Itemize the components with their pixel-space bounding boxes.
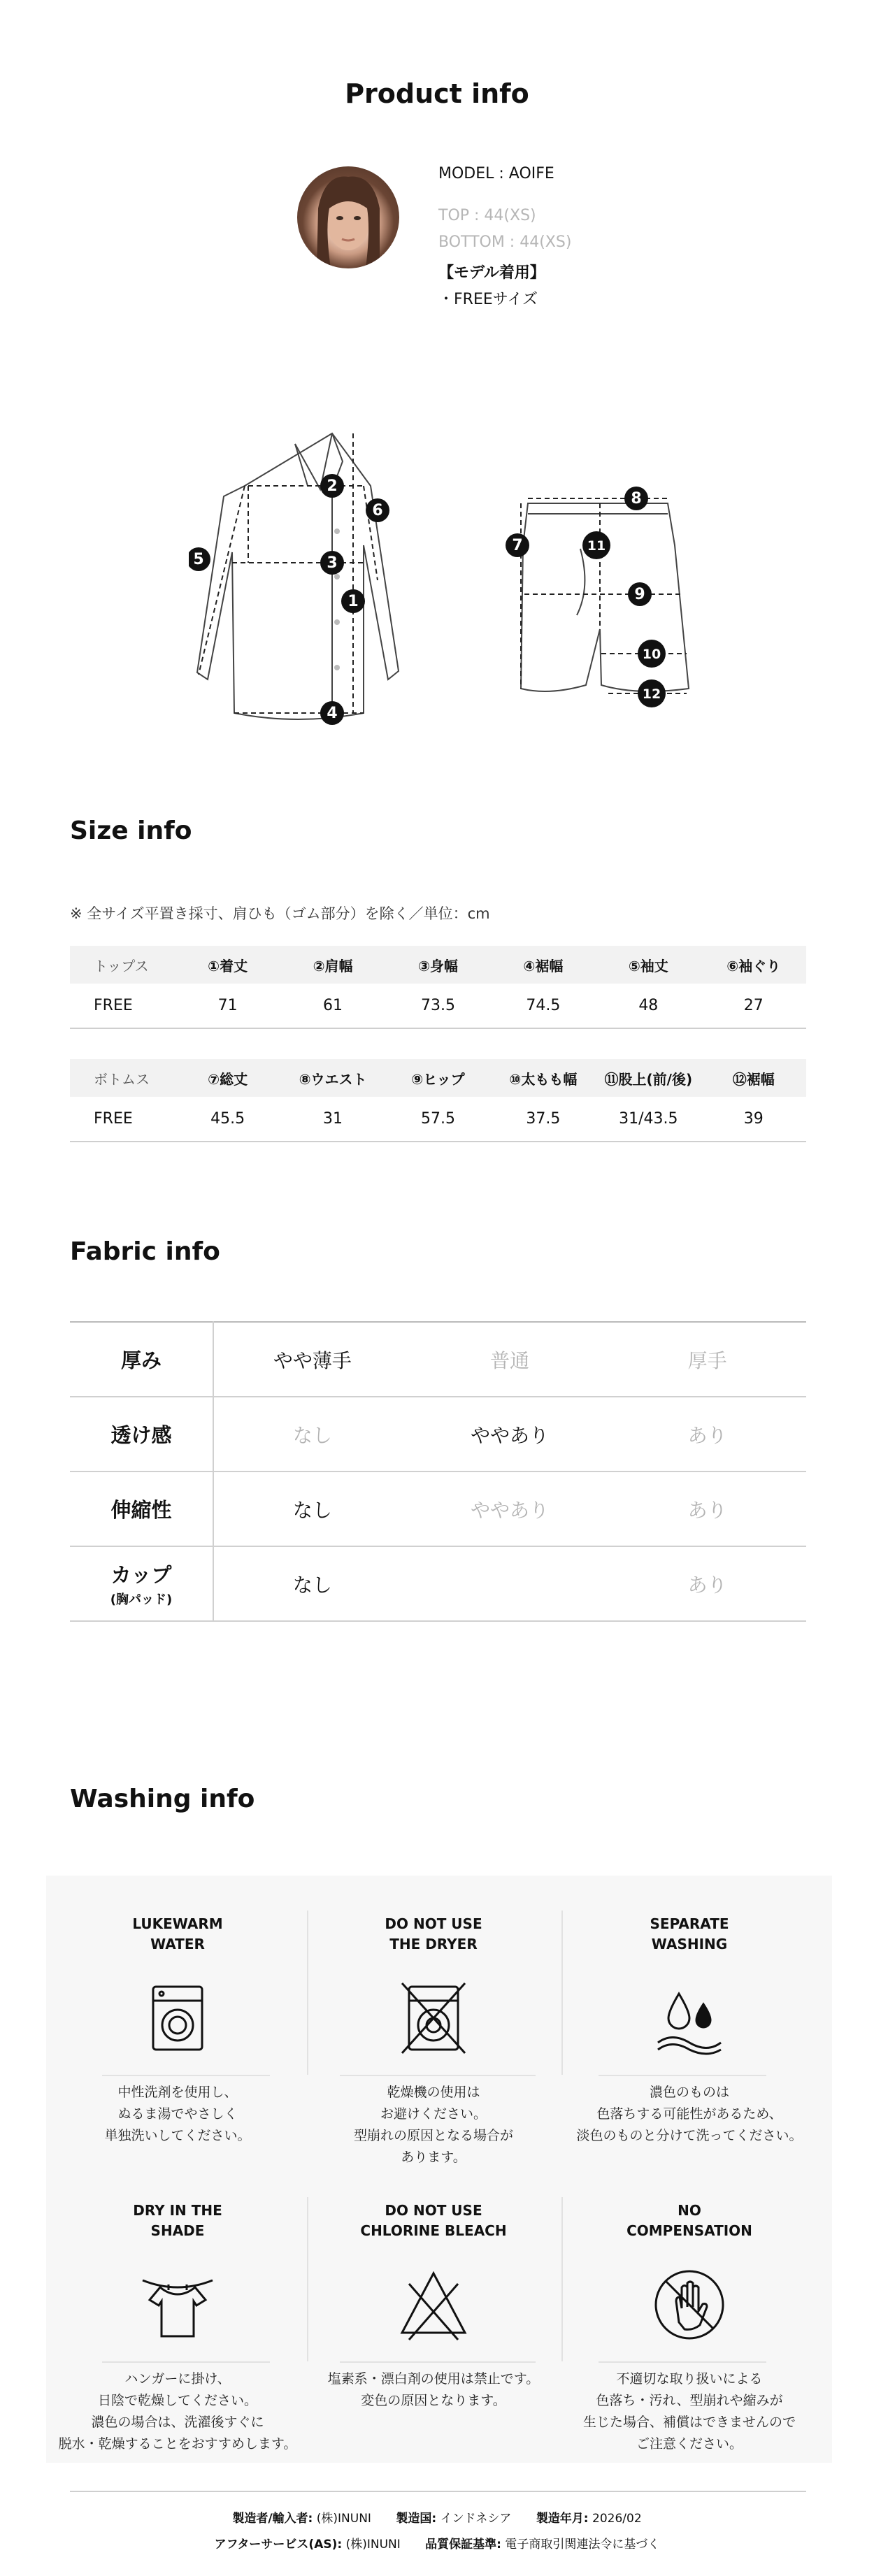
table-row [70, 1097, 806, 1142]
table-header: ⑫裾幅 [701, 1059, 806, 1097]
model-face-icon [297, 166, 399, 268]
measurement-diagram [189, 419, 727, 748]
footer-line-1 [0, 2508, 874, 2526]
wash-desc [52, 2082, 303, 2147]
table-header: ⑨ヒップ [385, 1059, 490, 1097]
measurement-marker [506, 533, 529, 557]
footer-label: 製造年月: [536, 2512, 589, 2526]
table-header: ⑩太もも幅 [491, 1059, 596, 1097]
product-info-title: Product info [345, 78, 529, 109]
fabric-option [411, 1546, 609, 1621]
measurement-marker [366, 498, 389, 522]
footer-value: 2026/02 [592, 2512, 642, 2526]
measurement-marker [638, 679, 666, 707]
wash-desc [564, 2082, 815, 2147]
wash-desc-line: 型崩れの原因となる場合が [353, 2128, 513, 2143]
table-header: ④裾幅 [491, 946, 596, 984]
wash-item-separate [564, 1914, 815, 2143]
measurement-marker [320, 551, 344, 575]
wash-title: SEPARATE [650, 1915, 729, 1932]
svg-text:6: 6 [372, 502, 383, 519]
wash-title: DO NOT USE [385, 2202, 482, 2219]
svg-text:8: 8 [631, 490, 642, 508]
footer-line-2 [0, 2534, 874, 2552]
svg-text:3: 3 [327, 554, 338, 572]
svg-text:4: 4 [327, 705, 338, 722]
fabric-option: ややあり [411, 1472, 609, 1546]
table-cell: 73.5 [385, 984, 490, 1028]
wash-item-no-dryer [308, 1914, 559, 2165]
measurement-marker [628, 582, 652, 606]
table-cell: FREE [70, 984, 175, 1028]
table-header: ②肩幅 [280, 946, 385, 984]
fabric-table [70, 1321, 806, 1622]
wash-title: DO NOT USE [385, 1915, 482, 1932]
no-dryer-icon [395, 1980, 472, 2057]
footer-label: アフターサービス(AS): [214, 2538, 343, 2552]
fabric-row [70, 1397, 806, 1472]
washing-machine-icon [139, 1980, 216, 2057]
wash-desc-line: ご注意ください。 [636, 2436, 743, 2452]
footer-value: (株)INUNI [345, 2538, 401, 2552]
svg-text:11: 11 [587, 538, 606, 554]
fabric-option: 普通 [411, 1322, 609, 1397]
table-header: ①着丈 [175, 946, 280, 984]
wash-title: CHLORINE BLEACH [360, 2222, 507, 2239]
wash-desc-line: ハンガーに掛け、 [124, 2371, 231, 2387]
fabric-label: カップ [110, 1563, 172, 1587]
table-cell: 31/43.5 [596, 1097, 701, 1142]
tops-size-table [70, 946, 806, 1029]
shirt-outline [197, 433, 399, 719]
wash-desc-line: 生じた場合、補償はできませんので [582, 2415, 796, 2430]
svg-text:5: 5 [193, 551, 204, 568]
footer-value: 電子商取引関連法令に基づく [505, 2538, 660, 2552]
fabric-option: なし [213, 1397, 411, 1472]
fabric-option: ややあり [411, 1397, 609, 1472]
wash-item-no-bleach [308, 2201, 559, 2408]
table-row [70, 984, 806, 1028]
footer-label: 製造国: [396, 2512, 437, 2526]
wash-desc-line: 濃色のものは [649, 2085, 729, 2100]
wash-desc-line: あります。 [401, 2150, 466, 2165]
washing-panel [46, 1876, 832, 2463]
svg-text:2: 2 [327, 477, 338, 495]
no-bleach-icon [395, 2266, 472, 2343]
wash-title: DRY IN THE [133, 2202, 222, 2219]
svg-text:10: 10 [642, 647, 661, 662]
table-header: ⑦総丈 [175, 1059, 280, 1097]
table-header: ⑥袖ぐり [701, 946, 806, 984]
measurement-marker [320, 701, 344, 725]
wash-title: WASHING [651, 1936, 728, 1952]
wash-title: THE DRYER [389, 1936, 478, 1952]
washing-info-title: Washing info [70, 1785, 255, 1813]
bottoms-size-table [70, 1059, 806, 1142]
measurement-marker [638, 640, 666, 668]
table-cell: 61 [280, 984, 385, 1028]
footer-value: インドネシア [440, 2512, 512, 2526]
footer-divider [70, 2491, 806, 2492]
table-cell: 57.5 [385, 1097, 490, 1142]
measurement-marker [624, 487, 648, 510]
fabric-label: 伸縮性 [70, 1472, 213, 1546]
size-info-title: Size info [70, 816, 192, 845]
wash-desc-line: お避けください。 [380, 2106, 487, 2122]
table-cell: 45.5 [175, 1097, 280, 1142]
table-cell: 39 [701, 1097, 806, 1142]
wash-desc [308, 2368, 559, 2412]
fabric-option: あり [608, 1546, 806, 1621]
wash-desc-line: 塩素系・漂白剤の使用は禁止です。 [327, 2371, 540, 2387]
model-top-size: TOP : 44(XS) [438, 207, 536, 224]
measurement-marker [582, 531, 610, 559]
table-cell: FREE [70, 1097, 175, 1142]
size-note: ※ 全サイズ平置き採寸、肩ひも（ゴム部分）を除く／単位：cm [70, 905, 490, 922]
wash-desc-line: 日陰で乾燥してください。 [97, 2393, 257, 2408]
table-cell: 31 [280, 1097, 385, 1142]
fabric-row [70, 1546, 806, 1621]
wash-desc-line: ぬるま湯でやさしく [117, 2106, 238, 2122]
footer-value: (株)INUNI [316, 2512, 371, 2526]
fabric-sublabel: (胸パッド) [110, 1592, 173, 1607]
wash-desc [308, 2082, 559, 2168]
table-header: ボトムス [70, 1059, 175, 1097]
wash-title: COMPENSATION [626, 2222, 752, 2239]
bottoms-header-row [70, 1059, 806, 1097]
table-cell: 74.5 [491, 984, 596, 1028]
table-cell: 27 [701, 984, 806, 1028]
wash-title: WATER [150, 1936, 205, 1952]
svg-text:1: 1 [348, 593, 359, 610]
drops-icon [651, 1980, 728, 2057]
model-avatar [297, 166, 399, 268]
wash-item-shade [52, 2201, 303, 2452]
fabric-label-cup [70, 1546, 213, 1621]
wash-desc-line: 乾燥機の使用は [387, 2085, 480, 2100]
wash-desc-line: 不適切な取り扱いによる [616, 2371, 763, 2387]
table-header: ⑪股上(前/後) [596, 1059, 701, 1097]
no-hand-icon [651, 2266, 728, 2343]
fabric-label: 厚み [70, 1322, 213, 1397]
fabric-option: なし [213, 1472, 411, 1546]
wash-title: NO [678, 2202, 701, 2219]
tops-header-row [70, 946, 806, 984]
wash-desc-line: 淡色のものと分けて洗ってください。 [576, 2128, 803, 2143]
wash-desc-line: 濃色の場合は、洗濯後すぐに [91, 2415, 264, 2430]
fabric-row [70, 1472, 806, 1546]
measurement-marker [341, 589, 365, 613]
table-cell: 37.5 [491, 1097, 596, 1142]
wash-item-lukewarm [52, 1914, 303, 2143]
measurement-marker [189, 547, 210, 571]
fabric-label: 透け感 [70, 1397, 213, 1472]
fabric-option: あり [608, 1397, 806, 1472]
shorts-outline [521, 503, 689, 691]
table-cell: 48 [596, 984, 701, 1028]
fabric-option: なし [213, 1546, 411, 1621]
fabric-option: 厚手 [608, 1322, 806, 1397]
wash-desc-line: 色落ちする可能性があるため、 [596, 2106, 782, 2122]
footer-label: 製造者/輸入者: [232, 2512, 313, 2526]
wash-title: LUKEWARM [132, 1915, 223, 1932]
wash-desc-line: 脱水・乾燥することをおすすめします。 [58, 2436, 297, 2452]
fabric-info-title: Fabric info [70, 1237, 220, 1266]
wash-title: SHADE [150, 2222, 205, 2239]
fabric-option: やや薄手 [213, 1322, 411, 1397]
table-header: ⑧ウエスト [280, 1059, 385, 1097]
model-wearing-size: ・FREEサイズ [438, 291, 538, 308]
footer-label: 品質保証基準: [425, 2538, 501, 2552]
table-header: ③身幅 [385, 946, 490, 984]
table-cell: 71 [175, 984, 280, 1028]
fabric-option: あり [608, 1472, 806, 1546]
wash-desc-line: 色落ち・汚れ、型崩れや縮みが [596, 2393, 783, 2408]
wash-desc-line: 中性洗剤を使用し、 [117, 2085, 238, 2100]
hanging-shirt-icon [139, 2266, 216, 2343]
wash-desc-line: 変色の原因となります。 [361, 2393, 506, 2408]
svg-text:7: 7 [512, 537, 523, 554]
wash-desc-line: 単独洗いしてください。 [104, 2128, 251, 2143]
table-header: トップス [70, 946, 175, 984]
svg-text:12: 12 [642, 686, 661, 702]
wash-desc [564, 2368, 815, 2455]
measurement-marker [320, 474, 344, 498]
wash-item-no-compensation [564, 2201, 815, 2452]
model-details [438, 161, 571, 313]
model-bottom-size: BOTTOM : 44(XS) [438, 233, 572, 251]
fabric-row [70, 1322, 806, 1397]
table-header: ⑤袖丈 [596, 946, 701, 984]
svg-text:9: 9 [634, 586, 645, 603]
model-name: MODEL : AOIFE [438, 165, 554, 182]
model-wearing-label: 【モデル着用】 [438, 264, 545, 282]
wash-desc [52, 2368, 303, 2455]
